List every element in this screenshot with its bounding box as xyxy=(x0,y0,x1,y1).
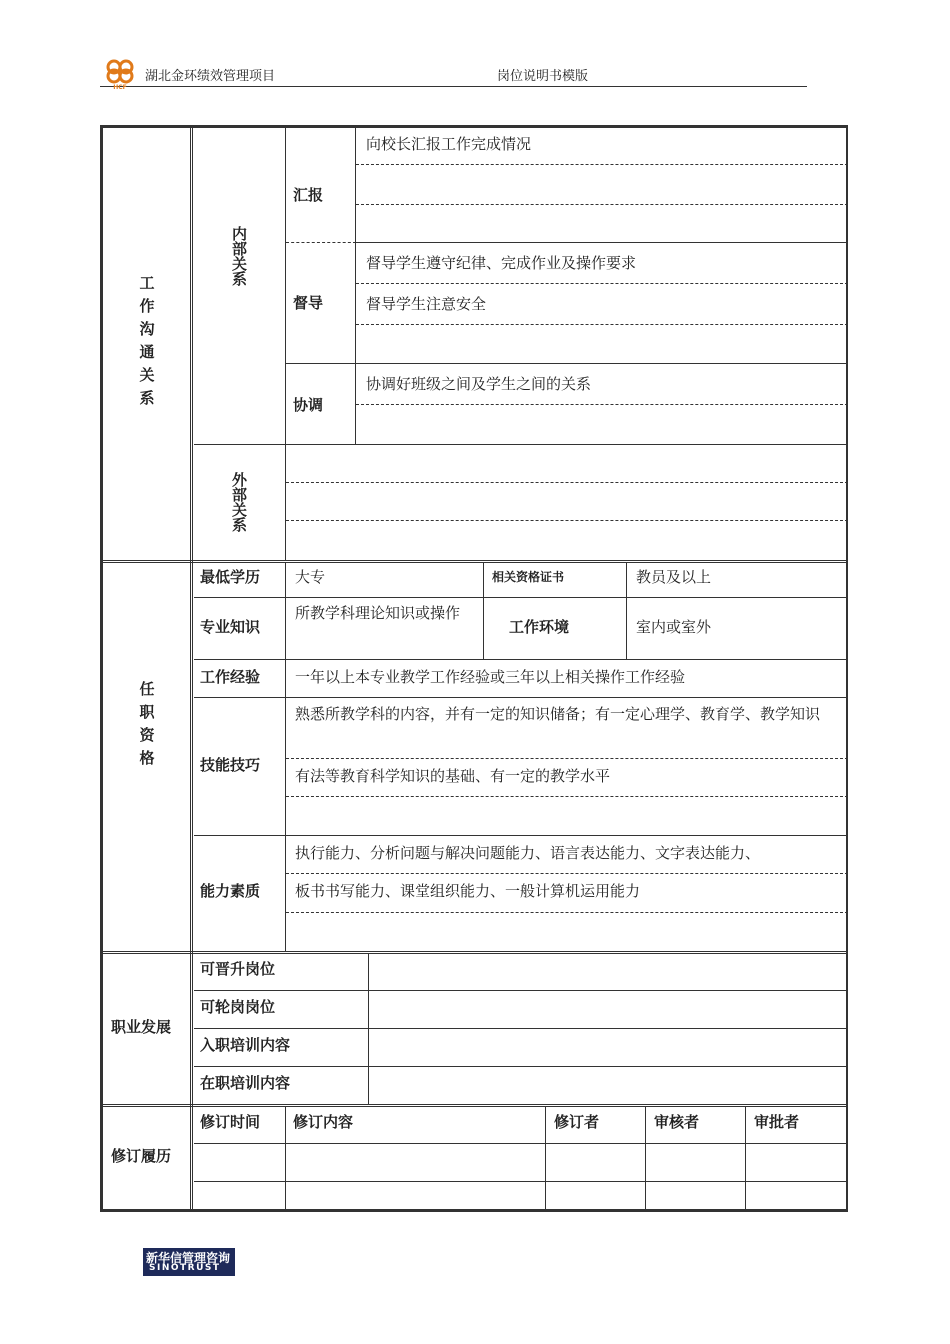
knowledge-value: 所教学科理论知识或操作 xyxy=(295,604,461,622)
dashed-line xyxy=(286,873,848,874)
section-divider xyxy=(103,951,848,954)
exp-label: 工作经验 xyxy=(200,668,261,686)
comm-section-title-cell xyxy=(103,128,191,560)
column-divider xyxy=(285,1107,286,1212)
dashed-line xyxy=(356,283,848,284)
external-relations-label: 外部关系 xyxy=(230,472,248,532)
row-divider xyxy=(286,363,848,364)
revision-header-reviewer: 审核者 xyxy=(654,1113,700,1131)
coordinate-text-1: 协调好班级之间及学生之间的关系 xyxy=(366,375,592,393)
column-divider xyxy=(285,444,286,560)
dashed-line xyxy=(286,482,848,483)
coordinate-label: 协调 xyxy=(293,396,324,414)
row-divider xyxy=(194,835,848,836)
supervise-text-2: 督导学生注意安全 xyxy=(366,295,487,313)
dashed-line xyxy=(286,758,848,759)
dashed-line xyxy=(286,520,848,521)
row-divider xyxy=(194,1143,848,1144)
report-text-1: 向校长汇报工作完成情况 xyxy=(366,135,532,153)
qual-section-title-cell xyxy=(103,563,191,951)
section-divider xyxy=(103,560,848,563)
skill-text-2: 有法等教育科学知识的基础、有一定的教学水平 xyxy=(295,767,611,785)
skill-label: 技能技巧 xyxy=(200,756,261,774)
footer-logo-cn: 新华信管理咨询 xyxy=(146,1251,231,1265)
section-divider xyxy=(103,1104,848,1107)
row-divider xyxy=(194,990,848,991)
cert-value: 教员及以上 xyxy=(636,568,712,586)
revision-section-title: 修订履历 xyxy=(111,1147,172,1165)
revision-header-content: 修订内容 xyxy=(293,1113,354,1131)
comm-section-title: 工作沟通关系 xyxy=(137,275,156,413)
qual-section-title: 任职资格 xyxy=(137,681,156,773)
column-divider xyxy=(355,128,356,444)
env-value: 室内或室外 xyxy=(636,618,712,636)
row-divider xyxy=(194,697,848,698)
column-divider xyxy=(745,1107,746,1212)
column-divider xyxy=(368,954,369,1104)
supervise-text-1: 督导学生遵守纪律、完成作业及操作要求 xyxy=(366,254,637,272)
revision-header-time: 修订时间 xyxy=(200,1113,261,1131)
internal-relations-label: 内部关系 xyxy=(230,226,248,286)
dashed-line xyxy=(356,404,848,405)
ability-text-2: 板书书写能力、课堂组织能力、一般计算机运用能力 xyxy=(295,882,641,900)
career-row-promotion: 可晋升岗位 xyxy=(200,960,276,978)
career-row-onboarding: 入职培训内容 xyxy=(200,1036,291,1054)
row-divider xyxy=(356,242,848,243)
revision-header-reviser: 修订者 xyxy=(554,1113,600,1131)
row-divider xyxy=(194,1066,848,1067)
row-divider xyxy=(194,659,848,660)
column-divider xyxy=(545,1107,546,1212)
ability-label: 能力素质 xyxy=(200,882,261,900)
dashed-line xyxy=(286,796,848,797)
career-row-training: 在职培训内容 xyxy=(200,1074,291,1092)
hcf-logo-icon xyxy=(100,56,140,90)
column-divider xyxy=(626,563,627,659)
dashed-line xyxy=(356,164,848,165)
internal-relations-cell xyxy=(194,128,285,444)
sinotrust-logo xyxy=(143,1248,235,1276)
dashed-line xyxy=(356,204,848,205)
row-divider xyxy=(194,1181,848,1182)
logo-text: HCF xyxy=(113,84,127,90)
career-row-rotation: 可轮岗岗位 xyxy=(200,998,276,1016)
revision-header-approver: 审批者 xyxy=(754,1113,800,1131)
ability-text-1: 执行能力、分析问题与解决问题能力、语言表达能力、文字表达能力、 xyxy=(295,844,761,862)
footer-logo-en: SINOTRUST xyxy=(149,1263,221,1273)
cert-label: 相关资格证书 xyxy=(492,570,565,584)
document-title: 岗位说明书模版 xyxy=(497,69,589,84)
column-divider xyxy=(645,1107,646,1212)
edu-value: 大专 xyxy=(295,568,326,586)
supervise-label: 督导 xyxy=(293,294,324,312)
project-name: 湖北金环绩效管理项目 xyxy=(145,69,276,84)
page-header xyxy=(100,52,807,90)
column-divider xyxy=(285,128,286,444)
env-label: 工作环境 xyxy=(509,618,570,636)
career-section-title: 职业发展 xyxy=(111,1018,172,1036)
column-divider xyxy=(483,563,484,659)
row-divider xyxy=(194,597,848,598)
exp-value: 一年以上本专业教学工作经验或三年以上相关操作工作经验 xyxy=(295,668,686,686)
row-divider xyxy=(194,444,848,445)
skill-text-1: 熟悉所教学科的内容，并有一定的知识储备；有一定心理学、教育学、教学知识 xyxy=(295,705,821,723)
edu-label: 最低学历 xyxy=(200,568,261,586)
dashed-line xyxy=(286,912,848,913)
job-description-table xyxy=(100,125,848,1212)
external-relations-cell xyxy=(194,444,285,560)
dashed-line xyxy=(356,324,848,325)
row-divider xyxy=(194,1028,848,1029)
knowledge-label: 专业知识 xyxy=(200,618,261,636)
report-label: 汇报 xyxy=(293,186,324,204)
column-divider xyxy=(285,563,286,951)
dashed-line xyxy=(286,242,356,243)
